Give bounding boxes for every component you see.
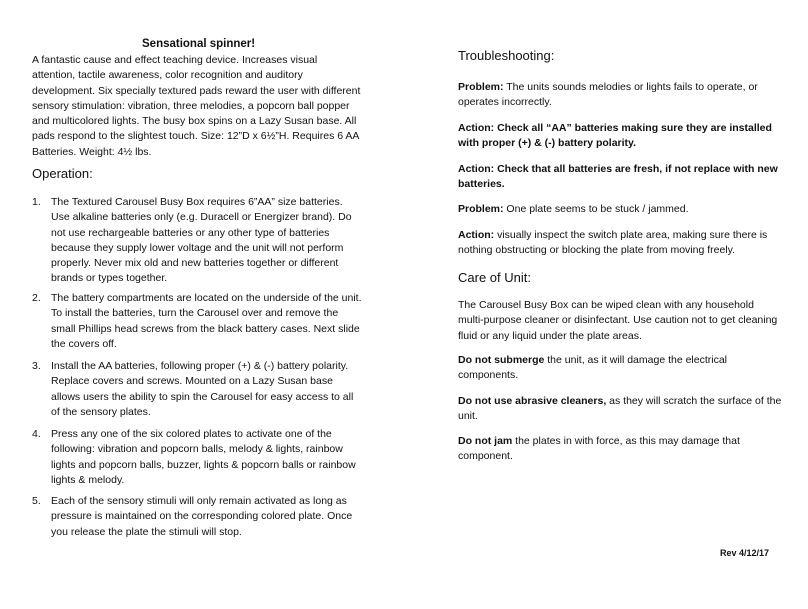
product-title: Sensational spinner! (142, 38, 256, 50)
problem-label: Problem: (458, 81, 504, 93)
care-note-text: the plates in with force, as this may damage that component. (458, 435, 740, 463)
revision-date: Rev 4/12/17 (720, 548, 770, 558)
care-note-text: as they will scratch the surface of the unit. (458, 395, 782, 423)
problem-2 (458, 202, 782, 217)
step-number: 4. (32, 428, 41, 440)
problem-text: The units sounds melodies or lights fails to operate, or operates incorrectly. (458, 81, 758, 109)
action-label: Action: (458, 229, 495, 241)
care-note-abrasive (458, 394, 782, 425)
step-number: 1. (32, 196, 41, 208)
product-description: A fantastic cause and effect teaching device. Increases visual attention, tactile awareness, color recognition and auditory development. Six specially textured pads reward the user with different sensory stimulation: vibration, three melodies, a popcorn ball popper and multicolored lights. The busy box spins on a Lazy Susan base. All pads respond to the slightest touch. Size: 12”D x 6½”H. Requires 6 AA Batteries. Weight: 4½ lbs. (32, 54, 361, 158)
action-text: visually inspect the switch plate area, making sure there is nothing obstructing or blocking the plate from moving freely. (458, 229, 768, 257)
care-heading: Care of Unit: (458, 270, 531, 285)
step-number: 5. (32, 495, 41, 507)
action-2: Action: Check that all batteries are fresh, if not replace with new batteries. (458, 163, 778, 191)
step-text: Install the AA batteries, following proper (+) & (-) battery polarity. Replace covers and screws. Mounted on a Lazy Susan base allows users the ability to spin the Carousel for easy access to all of the sensory plates. (51, 360, 354, 418)
action-3 (458, 228, 782, 259)
care-note-label: Do not jam (458, 435, 513, 447)
problem-text: One plate seems to be stuck / jammed. (503, 203, 689, 215)
step-text: The Textured Carousel Busy Box requires 6”AA” size batteries. Use alkaline batteries only (e.g. Duracell or Energizer brand). Do not use rechargeable batteries or any other type of batteries because they supply lower voltage and the unit will not perform properly. Never mix old and new batteries together or different brands or types together. (51, 196, 352, 285)
problem-label: Problem: (458, 203, 504, 215)
problem-1 (458, 80, 782, 111)
step-text: Each of the sensory stimuli will only remain activated as long as pressure is maintained on the corresponding colored plate. Once you release the plate the stimuli will stop. (51, 495, 353, 538)
care-note-label: Do not submerge (458, 354, 545, 366)
step-number: 2. (32, 292, 41, 304)
care-note-submerge (458, 353, 782, 384)
troubleshooting-heading: Troubleshooting: (458, 48, 555, 63)
care-note-jam (458, 434, 782, 465)
step-number: 3. (32, 360, 41, 372)
action-1: Action: Check all “AA” batteries making sure they are installed with proper (+) & (-) battery polarity. (458, 122, 772, 150)
step-text: Press any one of the six colored plates to activate one of the following: vibration and popcorn balls, melody & lights, rainbow lights and popcorn balls, buzzer, lights & popcorn balls or rainbow lights & melody. (51, 428, 356, 486)
care-note-text: the unit, as it will damage the electrical components. (458, 354, 728, 382)
care-note-label: Do not use abrasive cleaners, (458, 395, 607, 407)
step-text: The battery compartments are located on the underside of the unit. To install the batteries, turn the Carousel over and remove the small Phillips head screws from the black battery cases. Next slide the covers off. (51, 292, 362, 350)
operation-heading: Operation: (32, 166, 93, 181)
care-paragraph: The Carousel Busy Box can be wiped clean with any household multi-purpose cleaner or disinfectant. Use caution not to get cleaning fluid or any liquid under the plate areas. (458, 299, 778, 342)
